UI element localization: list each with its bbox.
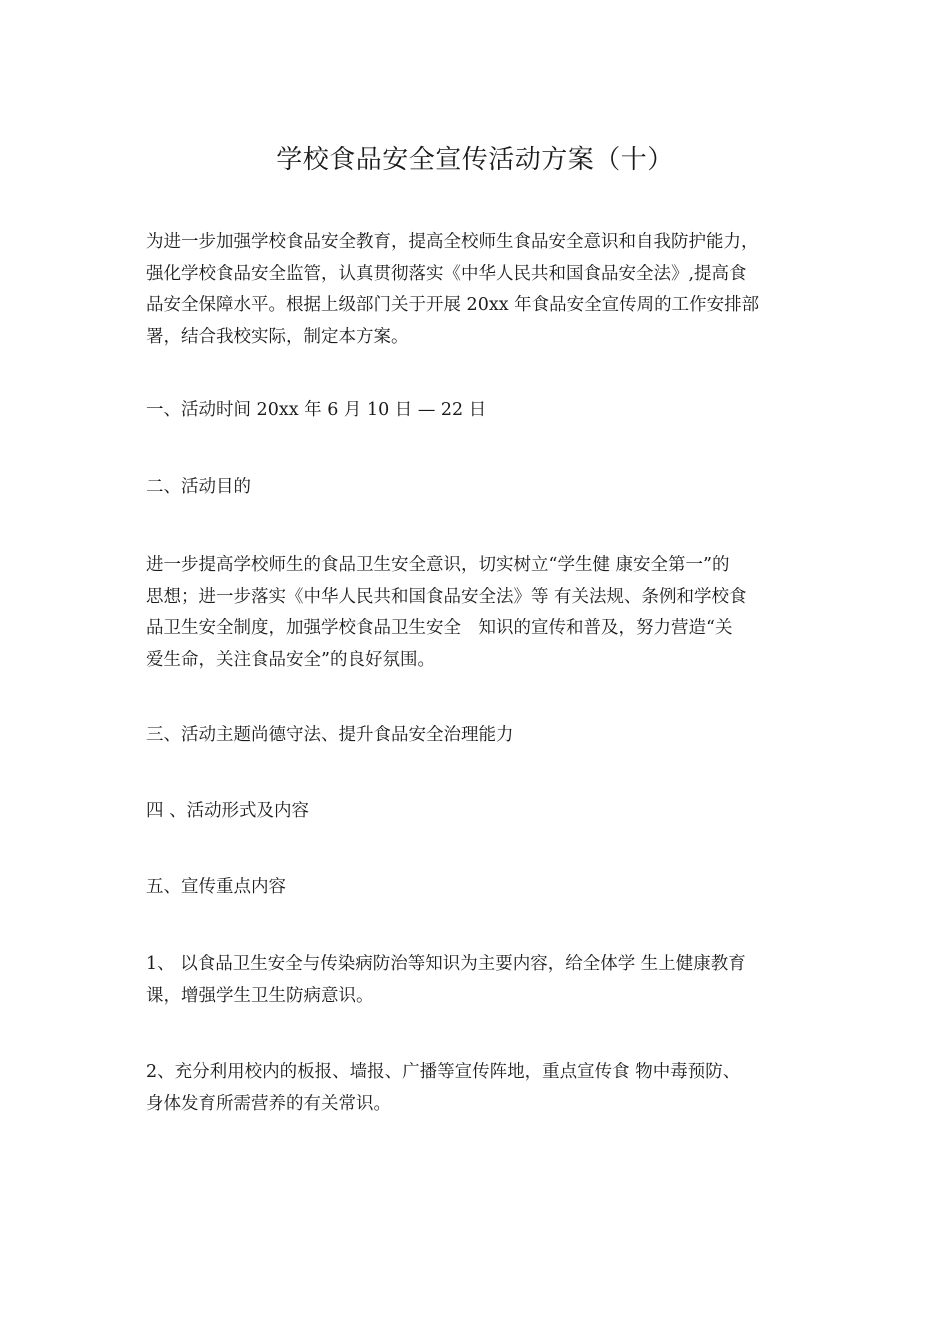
section-activity-time	[146, 395, 818, 427]
section-theme	[146, 720, 818, 752]
text-line: 课，增强学生卫生防病意识。	[146, 985, 374, 1006]
list-item-2	[146, 1057, 818, 1120]
text-line: 1、 以食品卫生安全与传染病防治等知识为主要内容，给全体学 生上健康教育	[146, 954, 746, 974]
purpose-paragraph	[146, 550, 818, 676]
text-line: 一、活动时间 20xx 年 6 月 10 日 — 22 日	[146, 400, 487, 420]
section-key-content-heading	[146, 872, 818, 904]
text-line: 二、活动目的	[146, 477, 251, 497]
section-format-heading	[146, 796, 818, 828]
intro-paragraph	[146, 227, 818, 353]
document-title: 学校食品安全宣传活动方案（十）	[276, 145, 674, 175]
text-line: 进一步提高学校师生的食品卫生安全意识，切实树立“学生健 康安全第一”的	[146, 555, 730, 575]
text-line: 强化学校食品安全监管，认真贯彻落实《中华人民共和国食品安全法》,提高食	[146, 263, 747, 284]
text-line: 署，结合我校实际，制定本方案。	[146, 326, 409, 347]
text-line: 品卫生安全制度，加强学校食品卫生安全 知识的宣传和普及，努力营造“关	[146, 618, 733, 638]
text-line: 品安全保障水平。根据上级部门关于开展 20xx 年食品安全宣传周的工作安排部	[146, 295, 760, 315]
text-line: 为进一步加强学校食品安全教育，提高全校师生食品安全意识和自我防护能力，	[146, 232, 759, 252]
section-purpose-heading	[146, 472, 818, 504]
list-item-1	[146, 949, 818, 1012]
text-line: 三、活动主题尚德守法、提升食品安全治理能力	[146, 725, 514, 745]
text-line: 五、宣传重点内容	[146, 877, 286, 897]
text-line: 2、充分利用校内的板报、墙报、广播等宣传阵地，重点宣传食 物中毒预防、	[146, 1062, 741, 1082]
text-line: 思想；进一步落实《中华人民共和国食品安全法》等 有关法规、条例和学校食	[146, 586, 747, 607]
text-line: 四 、活动形式及内容	[146, 801, 310, 821]
text-line: 爱生命，关注食品安全”的良好氛围。	[146, 649, 435, 670]
text-line: 身体发育所需营养的有关常识。	[146, 1093, 391, 1114]
